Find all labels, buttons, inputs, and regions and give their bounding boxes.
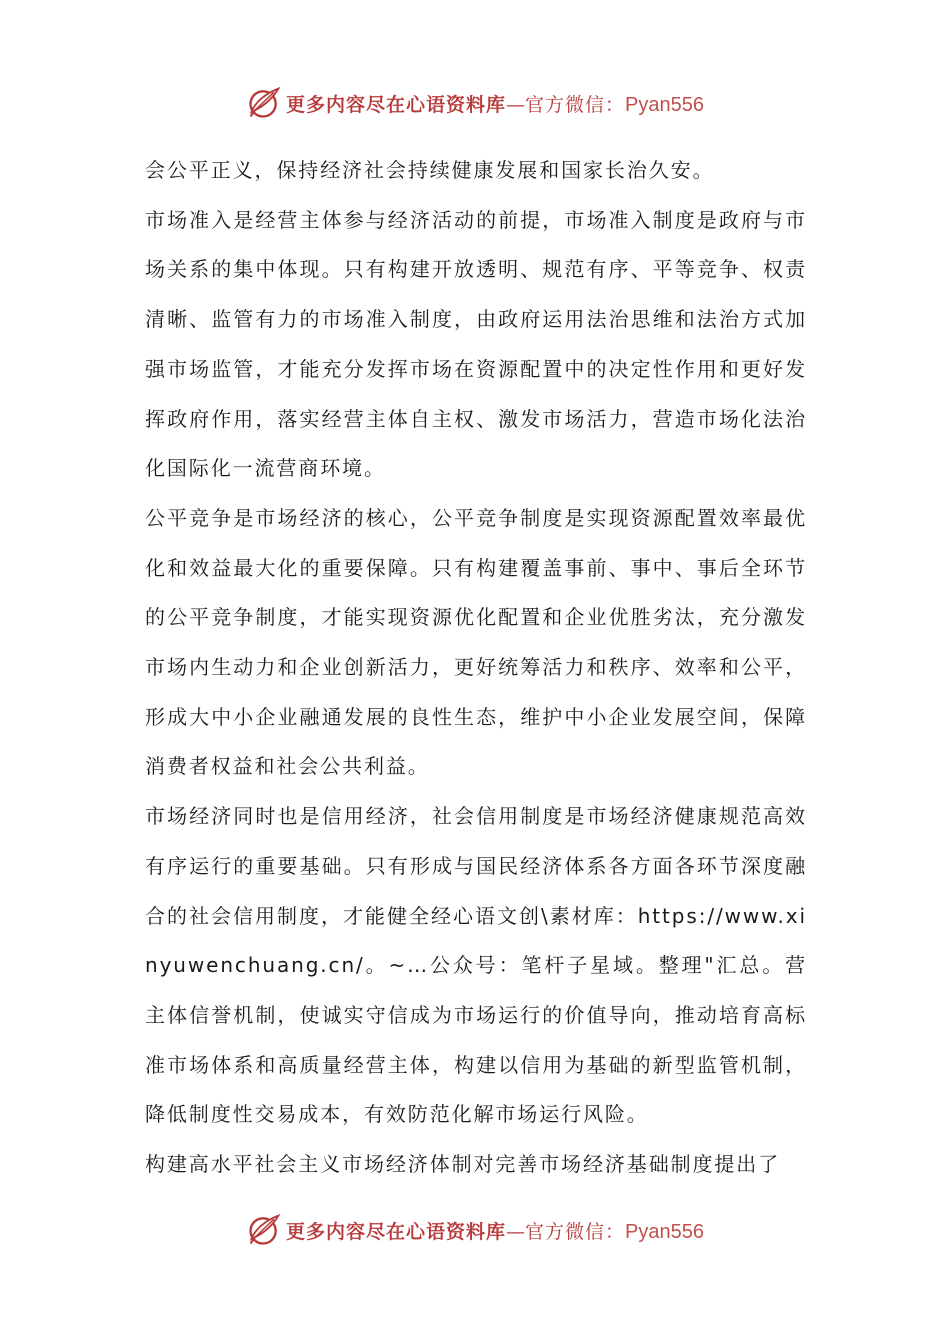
banner-separator: — — [506, 1220, 526, 1243]
banner-separator: — — [506, 93, 526, 116]
quill-pen-icon — [246, 1212, 282, 1248]
paragraph: 市场经济同时也是信用经济，社会信用制度是市场经济健康规范高效有序运行的重要基础。只有形成与国民经济体系各方面各环节深度融合的社会信用制度，才能健全经心语文创\素材库：https://www.xinyuwenchuang.cn/。~…公众号：笔杆子星域。整理"汇总。营主体信誉机制，使诚实守信成为市场运行的价值导向，推动培育高标准市场体系和高质量经营主体，构建以信用为基础的新型监管机制，降低制度性交易成本，有效防范化解市场运行风险。 — [145, 804, 807, 1127]
banner-brand: 更多内容尽在心语资料库 — [286, 93, 507, 116]
banner-label: 官方微信： — [525, 1220, 626, 1243]
header-banner — [0, 83, 950, 123]
paragraph: 公平竞争是市场经济的核心，公平竞争制度是实现资源配置效率最优化和效益最大化的重要保障。只有构建覆盖事前、事中、事后全环节的公平竞争制度，才能实现资源优化配置和企业优胜劣汰，充分激发市场内生动力和企业创新活力，更好统筹活力和秩序、效率和公平，形成大中小企业融通发展的良性生态，维护中小企业发展空间，保障消费者权益和社会公共利益。 — [145, 505, 807, 779]
banner-label: 官方微信： — [525, 93, 626, 116]
paragraph: 市场准入是经营主体参与经济活动的前提，市场准入制度是政府与市场关系的集中体现。只有构建开放透明、规范有序、平等竞争、权责清晰、监管有力的市场准入制度，由政府运用法治思维和法治方式加强市场监管，才能充分发挥市场在资源配置中的决定性作用和更好发挥政府作用，落实经营主体自主权、激发市场活力，营造市场化法治化国际化一流营商环境。 — [145, 207, 807, 481]
document-body — [145, 146, 807, 1190]
banner-wechat-id: Pyan556 — [625, 93, 704, 116]
banner-brand: 更多内容尽在心语资料库 — [286, 1220, 507, 1243]
paragraph: 会公平正义，保持经济社会持续健康发展和国家长治久安。 — [145, 158, 715, 182]
quill-pen-icon — [246, 85, 282, 121]
footer-banner — [0, 1210, 950, 1250]
paragraph: 构建高水平社会主义市场经济体制对完善市场经济基础制度提出了 — [145, 1152, 781, 1177]
banner-wechat-id: Pyan556 — [625, 1220, 704, 1243]
